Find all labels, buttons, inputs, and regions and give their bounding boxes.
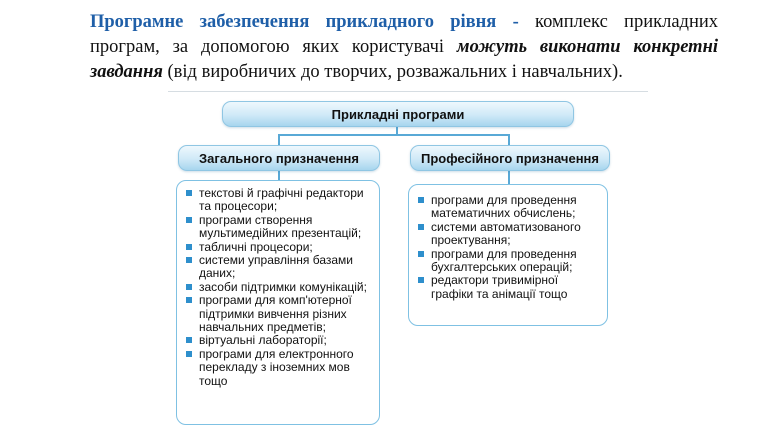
- bullet-square-icon: [186, 217, 192, 223]
- general-list: [185, 187, 369, 388]
- intro-emphasis: можуть виконати конкретні завдання: [90, 37, 718, 82]
- list-item: програми для електронного перекладу з іноземних мов тощо: [185, 348, 369, 388]
- intro-paragraph: [90, 10, 718, 85]
- professional-node-label: Професійного призначення: [421, 150, 599, 166]
- intro-text-after: (від виробничих до творчих, розважальних і навчальних).: [162, 62, 623, 82]
- intro-text-before: комплекс прикладних програм, за допомогою яких користувачі: [90, 12, 718, 57]
- general-node: [178, 145, 380, 171]
- list-item: програми для проведення бухгалтерських операцій;: [417, 248, 597, 275]
- bullet-square-icon: [186, 257, 192, 263]
- bullet-square-icon: [418, 197, 424, 203]
- bullet-square-icon: [418, 251, 424, 257]
- bullet-square-icon: [186, 244, 192, 250]
- connector-horizontal: [278, 134, 510, 136]
- list-item: віртуальні лабораторії;: [185, 334, 369, 347]
- bullet-square-icon: [186, 351, 192, 357]
- connector-professional-box: [508, 169, 510, 185]
- bullet-square-icon: [186, 284, 192, 290]
- list-item: програми створення мультимедійних презентацій;: [185, 214, 369, 241]
- list-item: програми для комп'ютерної підтримки вивчення різних навчальних предметів;: [185, 294, 369, 334]
- professional-list: [417, 194, 597, 301]
- list-item: табличні процесори;: [185, 241, 369, 254]
- list-item: системи управління базами даних;: [185, 254, 369, 281]
- list-item: редактори тривимірної графіки та анімації тощо: [417, 274, 597, 301]
- list-item: текстові й графічні редактори та процесори;: [185, 187, 369, 214]
- bullet-square-icon: [186, 297, 192, 303]
- general-list-box: [176, 180, 380, 425]
- list-item: засоби підтримки комунікацій;: [185, 281, 369, 294]
- bullet-square-icon: [186, 190, 192, 196]
- divider: [168, 91, 648, 92]
- root-node-label: Прикладні програми: [331, 106, 465, 122]
- professional-node: [410, 145, 610, 171]
- list-item: системи автоматизованого проектування;: [417, 221, 597, 248]
- general-node-label: Загального призначення: [199, 150, 359, 166]
- intro-term: Програмне забезпечення прикладного рівня -: [90, 12, 519, 32]
- professional-list-box: [408, 184, 608, 326]
- bullet-square-icon: [418, 277, 424, 283]
- bullet-square-icon: [186, 337, 192, 343]
- bullet-square-icon: [418, 224, 424, 230]
- root-node: [222, 101, 574, 127]
- list-item: програми для проведення математичних обчислень;: [417, 194, 597, 221]
